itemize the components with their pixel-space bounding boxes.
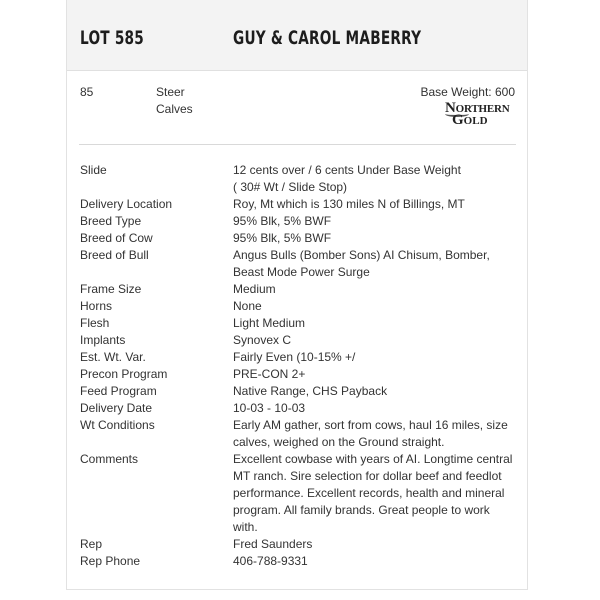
cattle-type-line2: Calves	[156, 102, 193, 116]
lot-number: LOT 585	[80, 27, 145, 49]
detail-value-feed-program: Native Range, CHS Payback	[233, 384, 388, 398]
detail-value-comments: performance. Excellent records, health and mineral	[233, 486, 505, 500]
detail-value-implants: Synovex C	[233, 333, 292, 347]
detail-value-breed-of-bull: Angus Bulls (Bomber Sons) AI Chisum, Bomber,	[233, 248, 490, 262]
lot-card	[66, 0, 528, 590]
detail-label-feed-program: Feed Program	[80, 384, 157, 398]
detail-value-breed-of-bull: Beast Mode Power Surge	[233, 265, 370, 279]
detail-label-delivery-date: Delivery Date	[80, 401, 153, 415]
detail-value-delivery-date: 10-03 - 10-03	[233, 401, 306, 415]
detail-value-comments: Excellent cowbase with years of AI. Longtime central	[233, 452, 513, 466]
detail-value-rep-phone: 406-788-9331	[233, 554, 308, 568]
detail-value-delivery-location: Roy, Mt which is 130 miles N of Billings, MT	[233, 197, 465, 211]
detail-value-precon-program: PRE-CON 2+	[233, 367, 306, 381]
detail-label-frame-size: Frame Size	[80, 282, 142, 296]
detail-value-wt-conditions: Early AM gather, sort from cows, haul 16 miles, size	[233, 418, 508, 432]
detail-value-comments: program. All family brands. Great people to work	[233, 503, 490, 517]
detail-label-comments: Comments	[80, 452, 139, 466]
base-weight: Base Weight: 600	[420, 85, 515, 99]
detail-label-rep-phone: Rep Phone	[80, 554, 141, 568]
detail-label-flesh: Flesh	[80, 316, 110, 330]
detail-label-breed-type: Breed Type	[80, 214, 142, 228]
detail-label-rep: Rep	[80, 537, 103, 551]
detail-label-delivery-location: Delivery Location	[80, 197, 173, 211]
detail-value-comments: MT ranch. Sire selection for dollar beef and feedlot	[233, 469, 502, 483]
detail-label-precon-program: Precon Program	[80, 367, 168, 381]
lot-header	[67, 0, 527, 71]
cattle-type-line1: Steer	[156, 85, 185, 99]
detail-label-wt-conditions: Wt Conditions	[80, 418, 155, 432]
detail-value-breed-type: 95% Blk, 5% BWF	[233, 214, 332, 228]
owner-name: GUY & CAROL MABERRY	[233, 27, 422, 49]
detail-label-slide: Slide	[80, 163, 107, 177]
detail-value-est-wt-var: Fairly Even (10-15% +/	[233, 350, 356, 364]
head-count: 85	[80, 85, 94, 99]
detail-label-breed-of-cow: Breed of Cow	[80, 231, 153, 245]
detail-value-slide: 12 cents over / 6 cents Under Base Weight	[233, 163, 461, 177]
detail-label-horns: Horns	[80, 299, 113, 313]
detail-value-flesh: Light Medium	[233, 316, 306, 330]
detail-value-frame-size: Medium	[233, 282, 276, 296]
northern-gold-logo: NORTHERN GOLD	[445, 100, 510, 128]
detail-label-implants: Implants	[80, 333, 126, 347]
detail-value-slide: ( 30# Wt / Slide Stop)	[233, 180, 348, 194]
detail-value-wt-conditions: calves, weighed on the Ground straight.	[233, 435, 445, 449]
section-divider	[79, 144, 516, 145]
detail-value-comments: with.	[233, 520, 258, 534]
detail-value-horns: None	[233, 299, 262, 313]
detail-label-est-wt-var: Est. Wt. Var.	[80, 350, 146, 364]
detail-label-breed-of-bull: Breed of Bull	[80, 248, 149, 262]
detail-value-breed-of-cow: 95% Blk, 5% BWF	[233, 231, 332, 245]
detail-value-rep: Fred Saunders	[233, 537, 313, 551]
